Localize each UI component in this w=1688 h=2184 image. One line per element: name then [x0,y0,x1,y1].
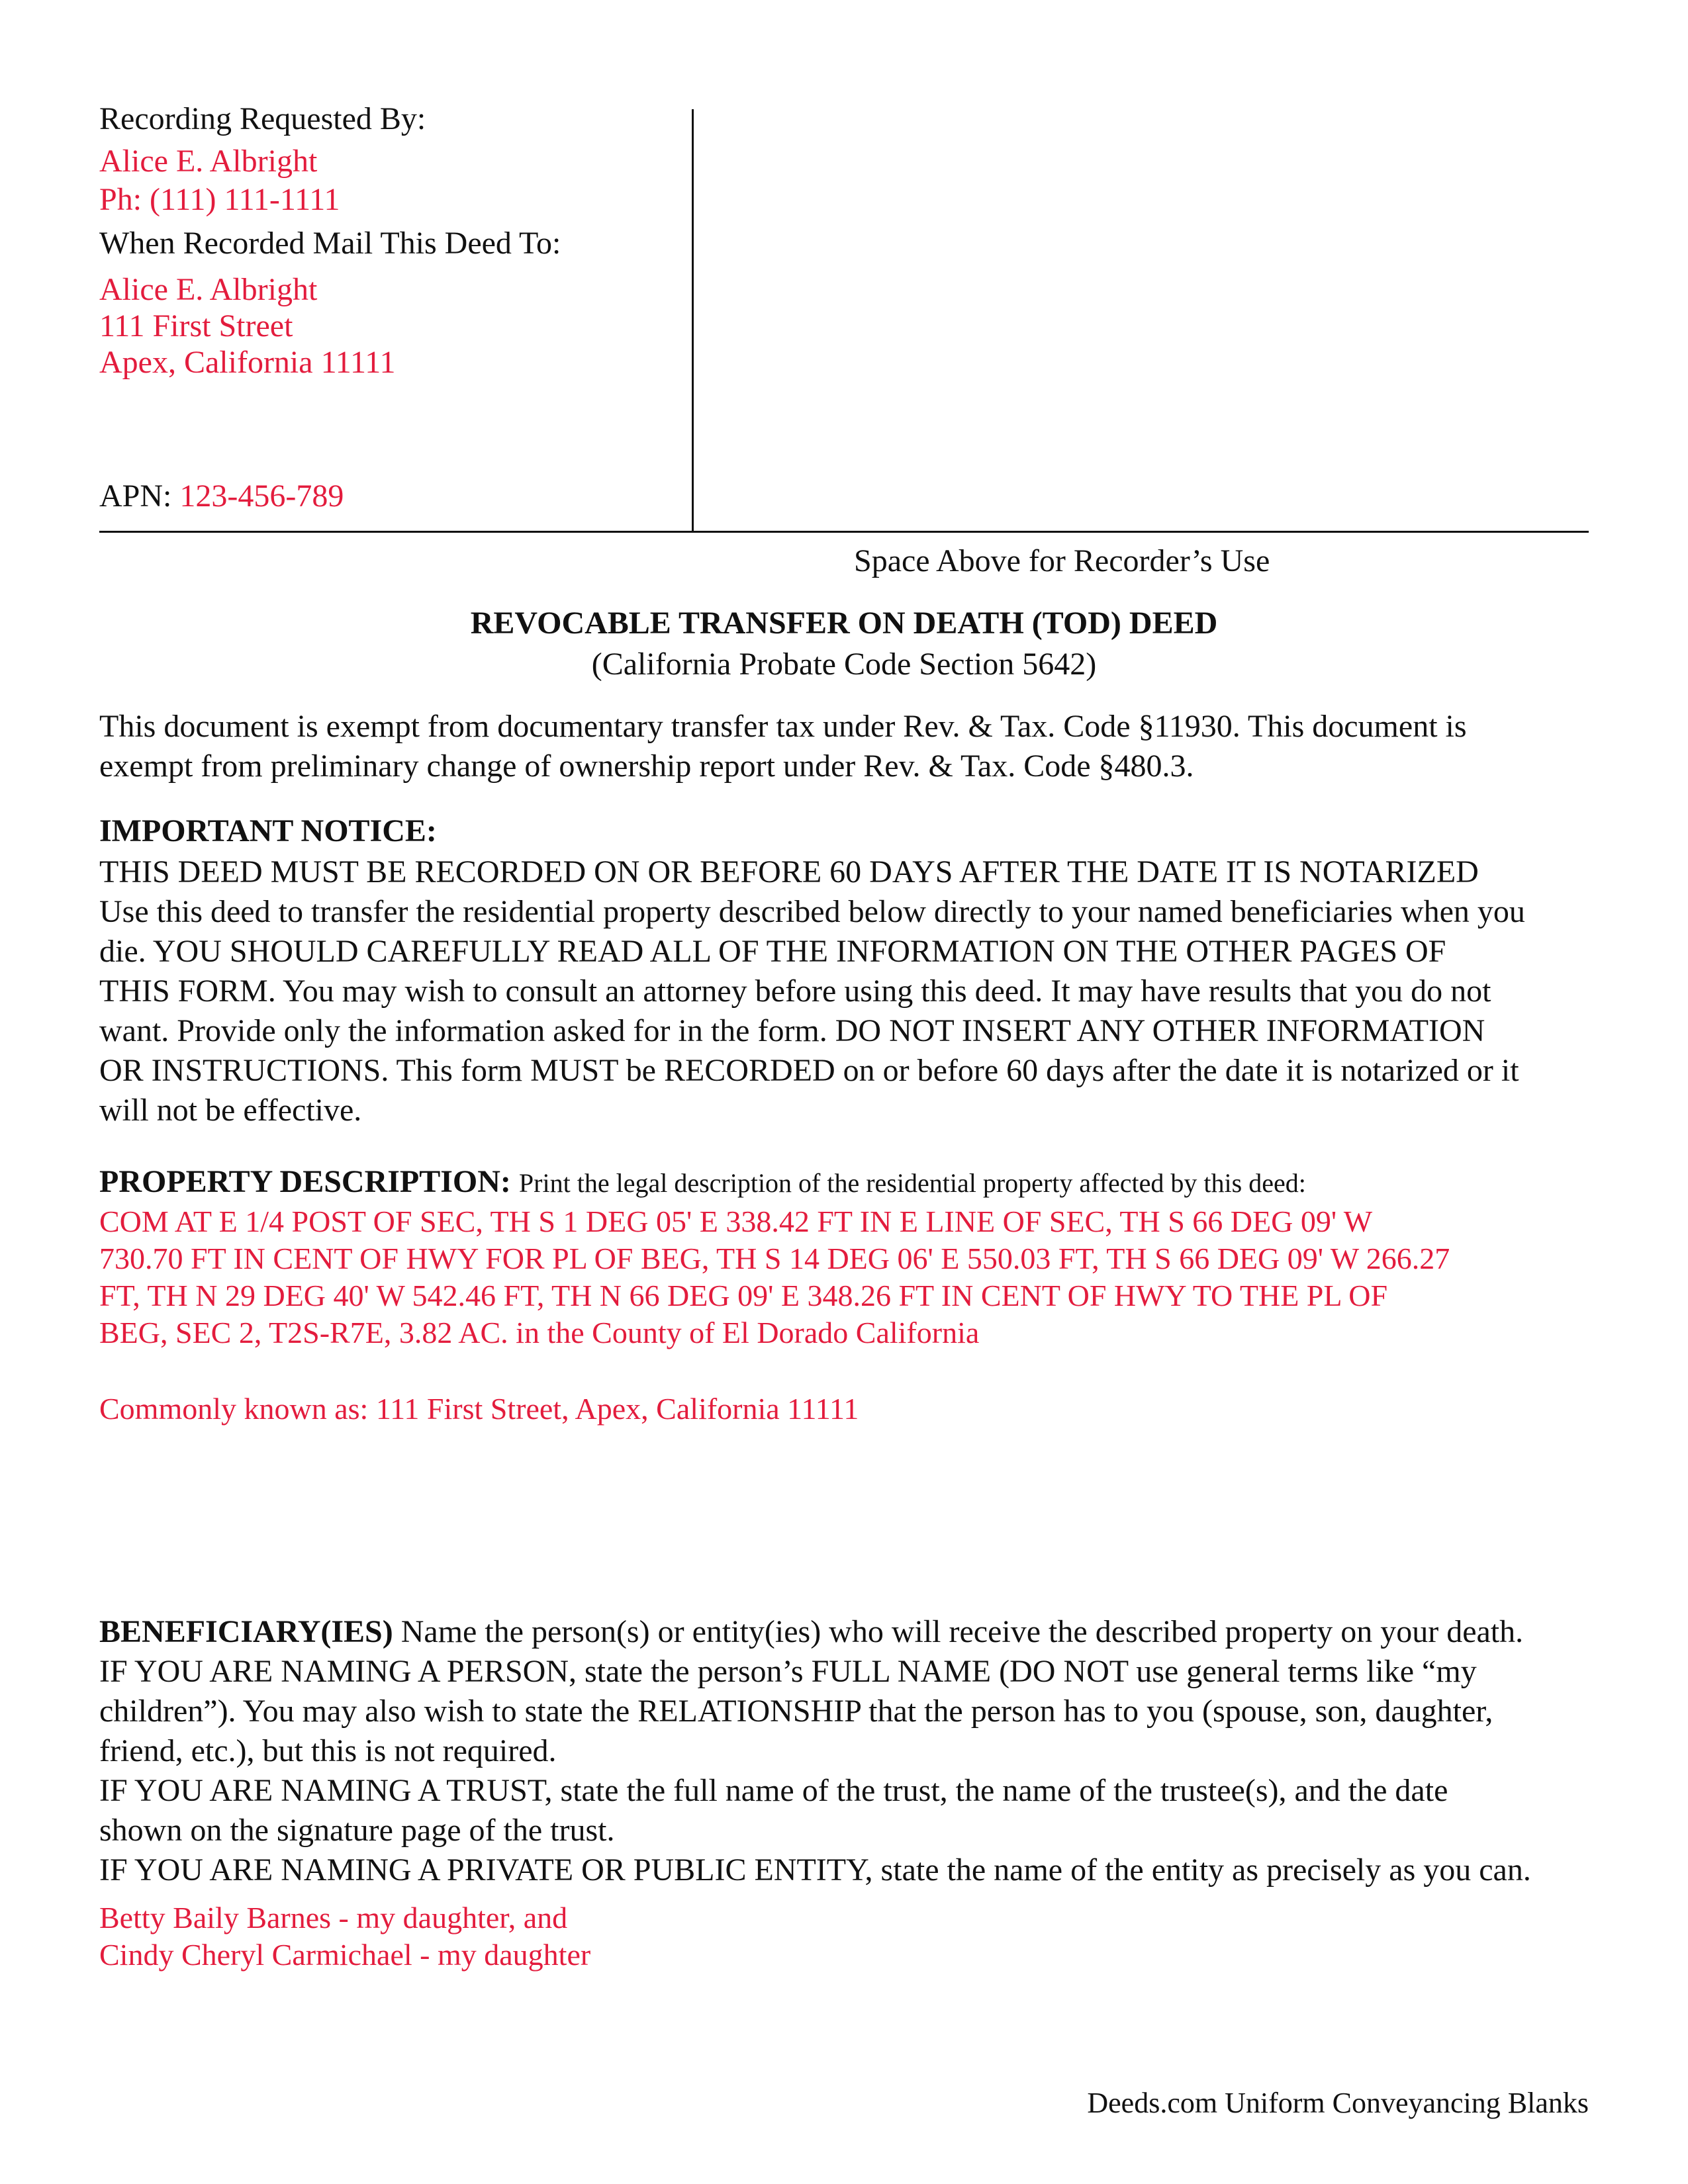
beneficiaries-line: children”). You may also wish to state the RELATIONSHIP that the person has to you (spouse, son, daughter, [99,1694,1493,1729]
legal-line: FT, TH N 29 DEG 40' W 542.46 FT, TH N 66 DEG 09' E 348.26 FT IN CENT OF HWY TO THE PL OF [99,1279,1388,1312]
beneficiaries-heading: BENEFICIARY(IES) [99,1614,393,1649]
recorder-space-divider [692,109,694,533]
requester-phone: Ph: (111) 111-1111 [99,182,340,217]
legal-line: BEG, SEC 2, T2S-R7E, 3.82 AC. in the County of El Dorado California [99,1316,980,1349]
property-description-header [99,1162,1595,1203]
document-subtitle: (California Probate Code Section 5642) [591,647,1097,682]
beneficiaries-line: IF YOU ARE NAMING A PERSON, state the person’s FULL NAME (DO NOT use general terms like “my [99,1654,1477,1689]
notice-heading: IMPORTANT NOTICE: [99,813,437,848]
beneficiaries-line: IF YOU ARE NAMING A PRIVATE OR PUBLIC ENTITY, state the name of the entity as precisely as you can. [99,1852,1531,1888]
notice-line: THIS FORM. You may wish to consult an attorney before using this deed. It may have results that you do not [99,974,1491,1009]
beneficiaries-line: IF YOU ARE NAMING A TRUST, state the full name of the trust, the name of the trustee(s), and the date [99,1773,1448,1808]
legal-description [99,1203,1595,1351]
apn-label: APN: [99,478,172,514]
document-title: REVOCABLE TRANSFER ON DEATH (TOD) DEED [470,606,1218,641]
mail-to-label: When Recorded Mail This Deed To: [99,226,561,261]
notice-line: THIS DEED MUST BE RECORDED ON OR BEFORE 60 DAYS AFTER THE DATE IT IS NOTARIZED [99,854,1479,889]
mail-city: Apex, California 11111 [99,345,396,380]
beneficiaries-intro: Name the person(s) or entity(ies) who will receive the described property on your death. [393,1614,1524,1649]
recorder-space-label: Space Above for Recorder’s Use [854,543,1270,578]
beneficiaries-line: shown on the signature page of the trust. [99,1813,615,1848]
legal-line: COM AT E 1/4 POST OF SEC, TH S 1 DEG 05' E 338.42 FT IN E LINE OF SEC, TH S 66 DEG 09' W [99,1205,1373,1238]
notice-line: will not be effective. [99,1093,362,1128]
footer-text: Deeds.com Uniform Conveyancing Blanks [1087,2087,1589,2119]
notice-line: Use this deed to transfer the residential property described below directly to your named beneficiaries when you [99,894,1525,929]
exemption-line: exempt from preliminary change of ownership report under Rev. & Tax. Code §480.3. [99,749,1194,784]
notice-line: OR INSTRUCTIONS. This form MUST be RECORDED on or before 60 days after the date it is notarized or it [99,1053,1519,1088]
apn-value: 123-456-789 [179,478,344,514]
beneficiary-name: Betty Baily Barnes - my daughter, and [99,1901,568,1934]
mail-street: 111 First Street [99,308,293,343]
recording-requested-label: Recording Requested By: [99,101,426,136]
property-instruction: Print the legal description of the residential property affected by this deed: [518,1168,1306,1198]
beneficiaries-line: friend, etc.), but this is not required. [99,1733,557,1768]
important-notice [99,811,1595,1130]
beneficiaries-first-line [99,1612,1595,1652]
requester-name: Alice E. Albright [99,144,318,179]
mail-name: Alice E. Albright [99,272,318,307]
exemption-statement [99,707,1595,786]
exemption-line: This document is exempt from documentary transfer tax under Rev. & Tax. Code §11930. This document is [99,709,1467,744]
beneficiary-name: Cindy Cheryl Carmichael - my daughter [99,1938,591,1972]
beneficiary-names [99,1899,590,1974]
apn-line [99,477,344,516]
notice-line: die. YOU SHOULD CAREFULLY READ ALL OF THE INFORMATION ON THE OTHER PAGES OF [99,934,1446,969]
recorder-space-rule [99,531,1589,533]
property-heading: PROPERTY DESCRIPTION: [99,1164,511,1199]
commonly-known-as: Commonly known as: 111 First Street, Apex, California 11111 [99,1392,859,1426]
beneficiaries-section [99,1612,1595,1890]
legal-line: 730.70 FT IN CENT OF HWY FOR PL OF BEG, TH S 14 DEG 06' E 550.03 FT, TH S 66 DEG 09' W 266.27 [99,1242,1450,1275]
notice-line: want. Provide only the information asked for in the form. DO NOT INSERT ANY OTHER INFORMATION [99,1013,1485,1048]
